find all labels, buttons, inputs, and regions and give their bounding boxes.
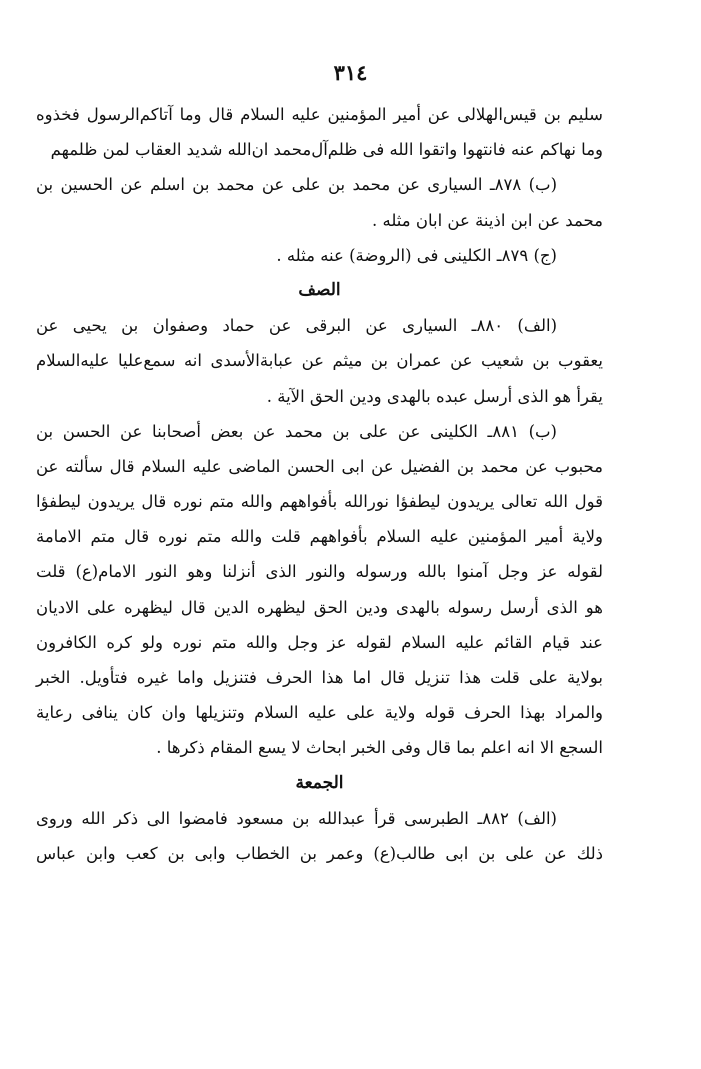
page-number: ٣١٤: [333, 60, 368, 85]
text-line: محبوب عن محمد بن الفضيل عن ابى الحسن الماضى عليه السلام قال سألته عن: [36, 456, 603, 476]
hadith-881-line: (ب) ٨٨١ـ الكلينى عن على بن محمد عن بعض أصحابنا عن الحسن بن: [36, 421, 557, 441]
text-line: عند قيام القائم عليه السلام لقوله عز وجل والله متم نوره ولو كره الكافرون: [36, 632, 603, 652]
text-line: سليم بن قيس‌الهلالى عن أمير المؤمنين عليه السلام قال وما آتاكم‌الرسول فخذوه: [36, 105, 603, 124]
section-heading-jumua: الجمعة: [295, 772, 344, 793]
text-line: السجع الا انه اعلم بما قال وفى الخبر ابحاث لا يسع المقام ذكرها .: [156, 738, 603, 758]
text-line: لقوله عز وجل آمنوا بالله ورسوله والنور الذى أنزلنا وهو النور الامام(ع) قلت: [36, 562, 603, 582]
hadith-878-line: (ب) ٨٧٨ـ السيارى عن محمد بن على عن محمد بن اسلم عن الحسين بن: [36, 175, 557, 195]
text-line: هو الذى أرسل رسوله بالهدى ودين الحق ليظهره الدين قال ليظهره على الاديان: [36, 597, 603, 617]
text-line: والمراد بهذا الحرف قوله ولاية على عليه السلام وتنزيلها وان كان ينافى رعاية: [36, 703, 603, 723]
text-line: بولاية على قلت هذا تنزيل قال اما هذا الحرف فتنزيل واما غيره فتأويل. الخبر: [36, 668, 603, 687]
hadith-880-line: (الف) ٨٨٠ـ السيارى عن البرقى عن حماد وصفوان بن يحيى عن: [36, 316, 558, 336]
body-text: [36, 97, 603, 871]
section-heading-saff: الصف: [298, 279, 341, 300]
hadith-882-line: (الف) ٨٨٢ـ الطبرسى قرأ عبدالله بن مسعود فامضوا الى ذكر الله وروى: [36, 808, 557, 828]
text-line: ولاية أمير المؤمنين عليه السلام بأفواههم قلت والله متم نوره قال متم الامامة: [36, 527, 603, 547]
text-line: ذلك عن على بن ابى طالب(ع) وعمر بن الخطاب وابى بن كعب وابن عباس: [36, 843, 603, 863]
text-line: قول الله تعالى يريدون ليطفؤا نورالله بأفواههم والله متم نوره قال يريدون ليطفؤا: [36, 492, 603, 512]
text-line: يقرأ هو الذى أرسل عبده بالهدى ودين الحق الآية .: [266, 386, 603, 406]
text-line: يعقوب بن شعيب عن عمران بن ميثم عن عبابة‌الأسدى انه سمع‌عليا عليه‌السلام: [36, 351, 603, 371]
text-line: محمد عن ابن اذينة عن ابان مثله .: [372, 210, 603, 230]
hadith-879-line: (ج) ٨٧٩ـ الكلينى فى (الروضة) عنه مثله .: [276, 245, 557, 265]
text-line: وما نهاكم عنه فانتهوا واتقوا الله فى ظلم‌آل‌محمد ان‌الله شديد العقاب لمن ظلمهم: [50, 140, 603, 160]
